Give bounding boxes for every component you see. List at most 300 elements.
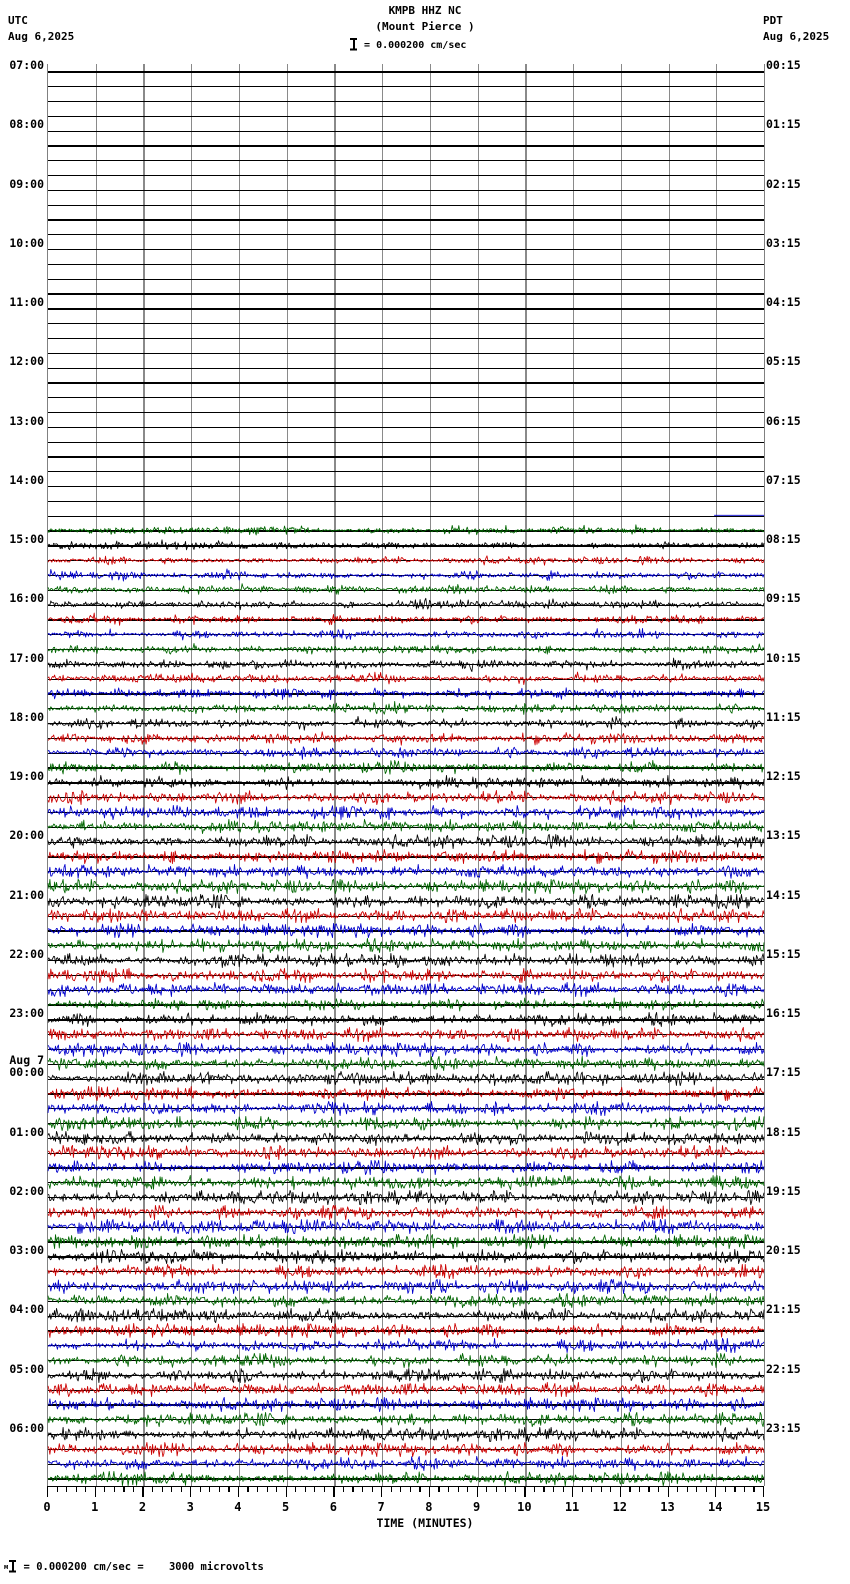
x-tick	[333, 1486, 334, 1497]
left-time-label-0600: 06:00	[9, 1420, 44, 1435]
seismic-trace	[48, 627, 764, 642]
trace-row	[48, 657, 764, 672]
trace-row	[48, 894, 764, 909]
trace-row	[48, 760, 764, 775]
x-tick	[458, 1486, 459, 1492]
seismic-trace	[48, 1131, 764, 1146]
x-axis-tick-labels	[0, 1500, 850, 1516]
trace-row	[48, 997, 764, 1012]
station-subtitle: (Mount Pierce )	[375, 20, 475, 33]
trace-baseline	[48, 279, 764, 280]
x-tick	[219, 1486, 220, 1492]
x-tick	[658, 1486, 659, 1492]
seismic-trace	[48, 1190, 764, 1205]
trace-baseline	[48, 338, 764, 339]
trace-row	[48, 790, 764, 805]
right-time-label-2115: 21:15	[766, 1302, 801, 1317]
x-tick	[582, 1486, 583, 1492]
trace-row	[48, 982, 764, 997]
x-tick	[343, 1486, 344, 1492]
x-tick	[429, 1486, 430, 1497]
trace-baseline	[48, 397, 764, 398]
trace-row	[48, 1293, 764, 1308]
trace-row	[48, 345, 764, 360]
trace-baseline	[48, 323, 764, 324]
x-tick	[114, 1486, 115, 1492]
trace-row	[48, 849, 764, 864]
seismic-trace	[48, 523, 764, 538]
trace-row	[48, 271, 764, 286]
x-tick	[572, 1486, 573, 1497]
left-time-label-1800: 18:00	[9, 709, 44, 724]
trace-baseline	[48, 382, 764, 383]
trace-row	[48, 197, 764, 212]
seismic-trace	[48, 1279, 764, 1294]
seismic-trace	[48, 790, 764, 805]
x-tick-label-3: 3	[186, 1500, 194, 1514]
x-tick-label-9: 9	[472, 1500, 481, 1514]
x-tick	[563, 1486, 564, 1492]
seismic-trace	[48, 582, 764, 597]
trace-row	[48, 508, 764, 523]
trace-row	[48, 123, 764, 138]
right-time-label-1015: 10:15	[766, 650, 801, 665]
x-tick	[324, 1486, 325, 1492]
trace-row	[48, 1308, 764, 1323]
seismic-trace	[48, 968, 764, 983]
seismic-trace	[48, 894, 764, 909]
left-time-label-0100: 01:00	[9, 1124, 44, 1139]
trace-row	[48, 923, 764, 938]
trace-row	[48, 1323, 764, 1338]
trace-row	[48, 1116, 764, 1131]
trace-row	[48, 390, 764, 405]
x-tick	[352, 1486, 353, 1492]
seismic-trace	[48, 1456, 764, 1471]
right-time-label-0515: 05:15	[766, 354, 801, 369]
trace-baseline	[48, 293, 764, 294]
seismic-trace	[48, 1234, 764, 1249]
x-tick	[181, 1486, 182, 1492]
seismic-trace	[48, 1264, 764, 1279]
x-tick-label-7: 7	[377, 1500, 385, 1514]
x-tick	[524, 1486, 525, 1497]
trace-row	[48, 612, 764, 627]
trace-baseline	[48, 219, 764, 220]
seismic-trace	[48, 612, 764, 627]
right-time-label-0115: 01:15	[766, 117, 801, 132]
seismic-trace	[48, 657, 764, 672]
right-time-label-1815: 18:15	[766, 1124, 801, 1139]
trace-baseline	[48, 86, 764, 87]
left-time-label-2000: 20:00	[9, 828, 44, 843]
seismic-trace	[48, 642, 764, 657]
seismic-trace	[48, 671, 764, 686]
x-tick	[123, 1486, 124, 1492]
trace-baseline	[48, 308, 764, 309]
trace-baseline	[48, 264, 764, 265]
x-tick	[95, 1486, 96, 1497]
trace-row	[48, 1145, 764, 1160]
right-time-label-2315: 23:15	[766, 1420, 801, 1435]
x-tick	[171, 1486, 172, 1492]
x-tick	[543, 1486, 544, 1492]
right-time-label-0315: 03:15	[766, 235, 801, 250]
x-tick	[486, 1486, 487, 1492]
trace-baseline	[48, 205, 764, 206]
left-time-label-Aug7: Aug 7	[9, 1053, 44, 1068]
footer-scale-note	[4, 1560, 264, 1573]
seismic-trace	[48, 1042, 764, 1057]
x-tick	[76, 1486, 77, 1492]
left-time-label-0900: 09:00	[9, 176, 44, 191]
seismic-trace	[48, 805, 764, 820]
x-tick	[763, 1486, 764, 1497]
x-tick-label-15: 15	[755, 1500, 771, 1514]
trace-row	[48, 360, 764, 375]
trace-baseline	[48, 501, 764, 502]
trace-row	[48, 1012, 764, 1027]
trace-row	[48, 805, 764, 820]
trace-row	[48, 434, 764, 449]
left-time-label-1400: 14:00	[9, 472, 44, 487]
x-tick	[629, 1486, 630, 1492]
x-tick	[257, 1486, 258, 1492]
seismic-trace	[48, 982, 764, 997]
trace-row	[48, 1456, 764, 1471]
x-tick	[438, 1486, 439, 1492]
seismic-trace	[48, 1056, 764, 1071]
scale-bar-legend	[349, 38, 467, 54]
trace-row	[48, 538, 764, 553]
x-tick	[66, 1486, 67, 1492]
x-tick	[400, 1486, 401, 1492]
x-tick	[419, 1486, 420, 1492]
scale-bar-text: = 0.000200 cm/sec	[364, 40, 467, 51]
trace-row	[48, 405, 764, 420]
x-tick	[725, 1486, 726, 1492]
trace-row	[48, 1279, 764, 1294]
trace-baseline	[48, 249, 764, 250]
trace-baseline	[48, 427, 764, 428]
x-tick-label-5: 5	[282, 1500, 290, 1514]
left-time-label-1700: 17:00	[9, 650, 44, 665]
trace-row	[48, 908, 764, 923]
seismic-trace	[48, 597, 764, 612]
x-tick	[668, 1486, 669, 1497]
seismic-trace	[48, 1145, 764, 1160]
left-time-label-1600: 16:00	[9, 591, 44, 606]
x-tick	[505, 1486, 506, 1492]
trace-row	[48, 449, 764, 464]
x-tick-label-12: 12	[612, 1500, 628, 1514]
trace-baseline	[48, 190, 764, 191]
right-time-label-1915: 19:15	[766, 1183, 801, 1198]
trace-row	[48, 597, 764, 612]
trace-row	[48, 642, 764, 657]
x-tick	[372, 1486, 373, 1492]
left-time-label-0300: 03:00	[9, 1243, 44, 1257]
x-tick	[496, 1486, 497, 1492]
x-axis-ticks	[47, 1486, 763, 1498]
seismic-trace	[48, 538, 764, 553]
right-time-label-0815: 08:15	[766, 532, 801, 546]
trace-row	[48, 183, 764, 198]
trace-row	[48, 331, 764, 346]
x-tick	[247, 1486, 248, 1492]
x-tick	[85, 1486, 86, 1492]
seismic-trace	[48, 879, 764, 894]
seismic-trace	[48, 938, 764, 953]
trace-baseline	[48, 145, 764, 146]
x-tick	[133, 1486, 134, 1492]
trace-row	[48, 1190, 764, 1205]
x-tick	[209, 1486, 210, 1492]
trace-row	[48, 242, 764, 257]
trace-baseline	[48, 353, 764, 354]
trace-row	[48, 153, 764, 168]
x-tick-label-11: 11	[564, 1500, 580, 1514]
x-tick	[162, 1486, 163, 1492]
right-time-label-2215: 22:15	[766, 1361, 801, 1376]
trace-row	[48, 1042, 764, 1057]
left-time-label-1200: 12:00	[9, 354, 44, 369]
trace-baseline	[48, 175, 764, 176]
x-tick	[591, 1486, 592, 1492]
x-tick	[553, 1486, 554, 1492]
seismic-trace	[48, 553, 764, 568]
x-tick	[104, 1486, 105, 1492]
trace-row	[48, 716, 764, 731]
trace-row	[48, 1101, 764, 1116]
trace-row	[48, 479, 764, 494]
trace-row	[48, 1412, 764, 1427]
x-tick	[381, 1486, 382, 1497]
trace-row	[48, 819, 764, 834]
trace-row	[48, 775, 764, 790]
trace-row	[48, 953, 764, 968]
right-time-label-0715: 07:15	[766, 472, 801, 487]
seismic-trace	[48, 508, 764, 523]
trace-row	[48, 627, 764, 642]
x-tick	[467, 1486, 468, 1492]
utc-timezone-label: UTC	[8, 14, 28, 27]
trace-row	[48, 745, 764, 760]
seismic-trace	[48, 1308, 764, 1323]
trace-row	[48, 1086, 764, 1101]
seismic-trace	[48, 1012, 764, 1027]
x-tick-label-14: 14	[708, 1500, 723, 1514]
footer-scale-bar-icon	[8, 1560, 17, 1572]
seismic-trace	[48, 1412, 764, 1427]
right-time-label-0015: 00:15	[766, 58, 801, 72]
x-tick	[305, 1486, 306, 1492]
left-time-label-1500: 15:00	[9, 532, 44, 546]
seismic-trace	[48, 1086, 764, 1101]
trace-row	[48, 301, 764, 316]
x-tick	[687, 1486, 688, 1492]
helicorder-plot[interactable]	[47, 64, 765, 1486]
seismic-trace	[48, 1397, 764, 1412]
seismic-trace	[48, 760, 764, 775]
right-time-label-0915: 09:15	[766, 591, 801, 606]
x-tick	[286, 1486, 287, 1497]
trace-row	[48, 968, 764, 983]
x-tick	[477, 1486, 478, 1497]
trace-row	[48, 286, 764, 301]
trace-row	[48, 1160, 764, 1175]
x-tick	[610, 1486, 611, 1492]
seismic-trace	[48, 1175, 764, 1190]
trace-row	[48, 1219, 764, 1234]
trace-row	[48, 686, 764, 701]
seismic-trace	[48, 953, 764, 968]
x-tick	[314, 1486, 315, 1492]
trace-baseline	[48, 234, 764, 235]
x-tick	[190, 1486, 191, 1497]
trace-row	[48, 1338, 764, 1353]
x-tick	[142, 1486, 143, 1497]
trace-rows	[48, 64, 764, 1486]
left-time-label-2100: 21:00	[9, 887, 44, 902]
trace-row	[48, 316, 764, 331]
left-time-label-0800: 08:00	[9, 117, 44, 132]
seismic-trace	[48, 1116, 764, 1131]
right-time-label-1115: 11:15	[766, 709, 801, 724]
x-tick-label-8: 8	[425, 1500, 433, 1514]
right-time-label-1215: 12:15	[766, 769, 801, 783]
seismic-trace	[48, 819, 764, 834]
x-tick	[677, 1486, 678, 1492]
trace-row	[48, 834, 764, 849]
x-tick	[295, 1486, 296, 1492]
seismic-trace	[48, 1101, 764, 1116]
pdt-date-label: Aug 6,2025	[763, 30, 830, 43]
x-tick	[200, 1486, 201, 1492]
seismic-trace	[48, 701, 764, 716]
trace-row	[48, 168, 764, 183]
seismic-trace	[48, 849, 764, 864]
footer-micro-mark: м	[4, 1563, 9, 1571]
right-time-label-1315: 13:15	[766, 828, 801, 843]
trace-row	[48, 731, 764, 746]
trace-row	[48, 1397, 764, 1412]
right-time-label-1515: 15:15	[766, 946, 801, 961]
seismic-trace	[48, 1160, 764, 1175]
seismic-trace	[48, 1368, 764, 1383]
trace-row	[48, 701, 764, 716]
x-tick	[228, 1486, 229, 1492]
trace-row	[48, 879, 764, 894]
seismic-trace	[48, 997, 764, 1012]
left-time-label-0700: 07:00	[9, 58, 44, 72]
seismic-trace	[48, 923, 764, 938]
trace-row	[48, 671, 764, 686]
x-tick	[57, 1486, 58, 1492]
trace-row	[48, 1027, 764, 1042]
trace-row	[48, 108, 764, 123]
seismic-trace	[48, 1323, 764, 1338]
trace-row	[48, 227, 764, 242]
left-time-label-0500: 05:00	[9, 1361, 44, 1376]
right-time-label-0415: 04:15	[766, 295, 801, 309]
footer-text: = 0.000200 cm/sec = 3000 microvolts	[23, 1561, 264, 1573]
seismic-trace	[48, 775, 764, 790]
trace-row	[48, 1442, 764, 1457]
x-tick	[515, 1486, 516, 1492]
x-tick	[410, 1486, 411, 1492]
seismic-trace	[48, 1249, 764, 1264]
x-tick	[267, 1486, 268, 1492]
right-time-label-1415: 14:15	[766, 887, 801, 902]
x-tick-label-10: 10	[517, 1500, 532, 1514]
x-tick	[715, 1486, 716, 1497]
x-tick	[47, 1486, 48, 1497]
x-tick	[744, 1486, 745, 1492]
seismic-trace	[48, 1027, 764, 1042]
trace-row	[48, 1382, 764, 1397]
trace-row	[48, 582, 764, 597]
seismic-trace	[48, 1382, 764, 1397]
trace-row	[48, 1205, 764, 1220]
x-tick-label-2: 2	[138, 1500, 147, 1514]
trace-row	[48, 420, 764, 435]
x-tick	[391, 1486, 392, 1492]
trace-row	[48, 94, 764, 109]
seismic-trace	[48, 745, 764, 760]
x-tick	[734, 1486, 735, 1492]
seismic-trace	[48, 1205, 764, 1220]
trace-row	[48, 1056, 764, 1071]
x-tick	[753, 1486, 754, 1492]
x-axis-title: TIME (MINUTES)	[376, 1516, 474, 1530]
utc-date-label: Aug 6,2025	[8, 30, 75, 43]
left-time-label-1300: 13:00	[9, 413, 44, 428]
trace-row	[48, 1471, 764, 1486]
trace-row	[48, 1175, 764, 1190]
left-time-label-1900: 19:00	[9, 769, 44, 783]
left-time-label-0400: 04:00	[9, 1302, 44, 1317]
trace-row	[48, 938, 764, 953]
trace-row	[48, 212, 764, 227]
x-tick	[152, 1486, 153, 1492]
seismic-trace	[48, 1427, 764, 1442]
seismic-trace	[48, 1071, 764, 1086]
seismic-trace	[48, 1442, 764, 1457]
x-tick	[448, 1486, 449, 1492]
seismic-trace	[48, 908, 764, 923]
x-tick	[238, 1486, 239, 1497]
x-tick	[706, 1486, 707, 1492]
x-tick	[276, 1486, 277, 1492]
seismic-trace	[48, 1338, 764, 1353]
trace-row	[48, 1427, 764, 1442]
left-time-label-0000: 00:00	[9, 1065, 44, 1080]
trace-baseline	[48, 101, 764, 102]
left-time-label-0200: 02:00	[9, 1183, 44, 1198]
trace-row	[48, 1249, 764, 1264]
trace-row	[48, 553, 764, 568]
seismic-trace	[48, 864, 764, 879]
x-tick-label-1: 1	[91, 1500, 99, 1514]
right-time-label-0215: 02:15	[766, 176, 801, 191]
trace-row	[48, 1264, 764, 1279]
seismic-trace	[48, 686, 764, 701]
left-time-label-1000: 10:00	[9, 235, 44, 250]
right-time-label-1615: 16:15	[766, 1006, 801, 1020]
trace-row	[48, 523, 764, 538]
trace-row	[48, 257, 764, 272]
